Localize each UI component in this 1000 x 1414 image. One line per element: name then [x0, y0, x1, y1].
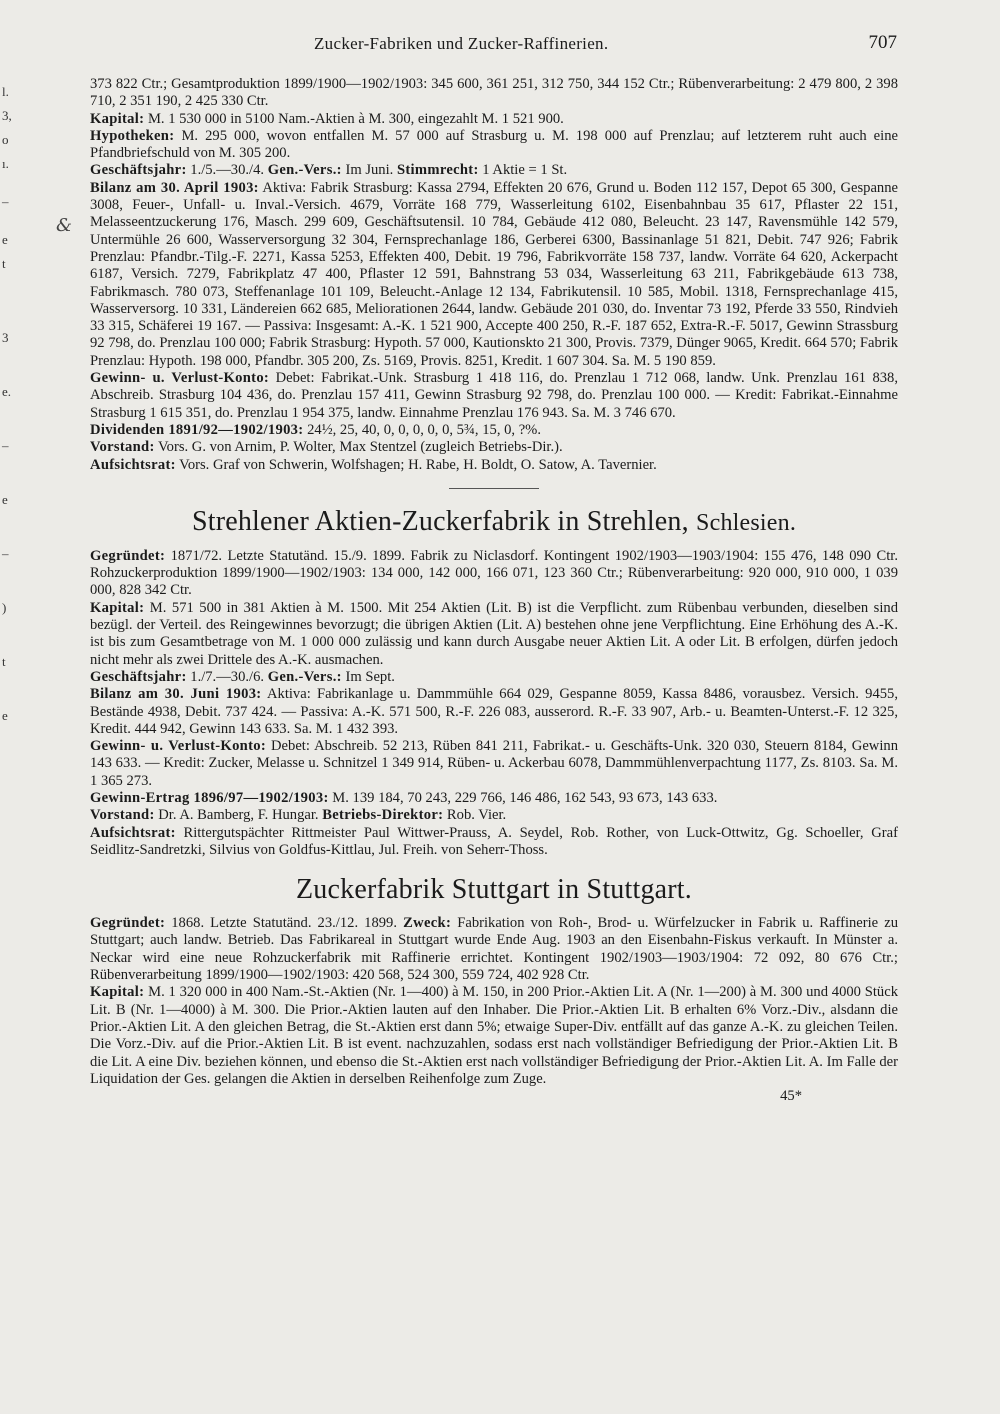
field-text: M. 1 530 000 in 5100 Nam.-Aktien à M. 300, eingezahlt M. 1 521 900.: [147, 110, 564, 127]
prev-entry-dividenden: [90, 422, 898, 439]
field-text: 1./7.—30./6.: [190, 668, 265, 685]
field-label: Zweck:: [403, 915, 452, 932]
stuttgart-kapital: [90, 984, 898, 1088]
text-column: [90, 76, 898, 1105]
field-label: Gen.-Vers.:: [267, 668, 342, 685]
handwritten-margin-mark: &: [56, 215, 73, 236]
field-label: Aufsichtsrat:: [90, 456, 176, 473]
margin-fragment: ): [2, 600, 7, 615]
strehlen-guv: [90, 738, 898, 790]
margin-fragment: ı.: [2, 156, 9, 171]
field-text: Vors. Graf von Schwerin, Wolfshagen; H. Rabe, H. Boldt, O. Satow, A. Tavernier.: [179, 456, 657, 473]
field-text: Im Juni.: [345, 162, 394, 179]
field-text: Fabrikation von Roh-, Brod- u. Würfelzucker in Fabrik u. Raffinerie zu Stuttgart; auch landw. Betrieb. Das Fabrikareal in Stuttgart wurde Ende Aug. 1903 an den Eisenbahn-Fiskus verkauft. In Münster a. Neckar wird eine neue Rohzuckerfabrik mit Raffinerie errichtet. Kontingent 1902/1903—1903/1904: 72 092, 80 676 Ctr.; Rübenverarbeitung 1899/1900—1902/1903: 420 568, 524 300, 559 724, 402 928 Ctr.: [90, 915, 899, 984]
field-text: Debet: Abschreib. 52 213, Rüben 841 211, Fabrikat.- u. Geschäfts-Unk. 320 030, Steuern 8184, Gewinn 143 633. — Kredit: Zucker, Melasse u. Schnitzel 1 349 914, Rüben- u. Ackerbau 6078, Dammmühlenverpachtung 1177, Zs. 8103. Sa. M. 1 365 273.: [90, 738, 898, 789]
field-text: Im Sept.: [345, 668, 395, 685]
entry-title-strehlen: [90, 505, 898, 540]
page-number: 707: [868, 32, 897, 53]
field-label: Kapital:: [90, 110, 145, 127]
section-divider: [449, 488, 539, 489]
field-label: Geschäftsjahr:: [90, 162, 187, 179]
strehlen-kapital: [90, 600, 898, 669]
margin-fragment: t: [2, 256, 6, 271]
field-text: 1 Aktie = 1 St.: [482, 162, 568, 179]
field-label: Geschäftsjahr:: [90, 668, 187, 685]
prev-entry-guv: [90, 370, 898, 422]
strehlen-gegruendet: [90, 548, 898, 600]
entry-title-stuttgart: Zuckerfabrik Stuttgart in Stuttgart.: [295, 874, 692, 906]
field-text: Rittergutspächter Rittmeister Paul Wittwer-Prauss, A. Seydel, Rob. Rother, von Luck-Ottwitz, Gg. Schoeller, Graf Seidlitz-Sandretzki, Silvius von Goldfus-Kittlau, Jul. Freih. von Seherr-Thoss.: [90, 824, 898, 858]
field-text: M. 295 000, wovon entfallen M. 57 000 auf Strasburg u. M. 198 000 auf Prenzlau; auf letzterem ruht auch eine Pfandbriefschuld von M. 305 200.: [90, 127, 898, 162]
field-text: 1868. Letzte Statutänd. 23./12. 1899.: [171, 915, 398, 932]
field-label: Aufsichtsrat:: [90, 824, 176, 841]
field-text: Rob. Vier.: [446, 807, 507, 824]
prev-entry-hypotheken: [90, 128, 898, 163]
margin-fragment: –: [2, 194, 9, 209]
field-label: Kapital:: [90, 599, 145, 616]
field-text: Debet: Fabrikat.-Unk. Strasburg 1 418 116, do. Prenzlau 1 712 068, landw. Unk. Prenzlau 161 838, Abschreib. Strasburg 104 436, do. Prenzlau 157 411, Gewinn Strasburg 92 798, do. Prenzlau 100 000. — Kredit: Fabrikat.-Einnahme Strasburg 1 615 351, do. Prenzlau 1 954 375, landw. Einnahme Prenzlau 176 943. Sa. M. 3 746 670.: [90, 370, 898, 421]
field-label: Gewinn-Ertrag 1896/97—1902/1903:: [90, 789, 329, 806]
margin-fragment: e: [2, 708, 8, 723]
strehlen-vorstand: [90, 807, 898, 824]
entry-title-location: Schlesien.: [696, 509, 797, 536]
margin-fragment: l.: [2, 84, 9, 99]
field-text: 1871/72. Letzte Statutänd. 15./9. 1899. Fabrik zu Niclasdorf. Kontingent 1902/1903—1903/1904: 155 476, 148 090 Ctr. Rohzuckerproduktion 1899/1900—1902/1903: 134 000, 142 000, 166 071, 123 360 Ctr.; Rübenverarbeitung: 920 000, 910 000, 1 039 000, 828 342 Ctr.: [90, 547, 898, 599]
field-label: Dividenden 1891/92—1902/1903:: [90, 421, 304, 438]
field-text: Vors. G. von Arnim, P. Wolter, Max Stentzel (zugleich Betriebs-Dir.).: [158, 439, 563, 456]
field-label: Stimmrecht:: [396, 162, 479, 179]
margin-fragment: e: [2, 492, 8, 507]
strehlen-ertrag: [90, 790, 898, 807]
field-text: 24½, 25, 40, 0, 0, 0, 0, 0, 5¾, 15, 0, ?%.: [307, 421, 541, 438]
margin-fragment: –: [2, 546, 9, 561]
field-label: Betriebs-Direktor:: [322, 807, 444, 824]
left-margin-fragments: [2, 80, 16, 728]
field-label: Gegründet:: [90, 915, 166, 932]
field-label: Bilanz am 30. Juni 1903:: [90, 686, 262, 703]
field-label: Bilanz am 30. April 1903:: [90, 179, 259, 196]
field-label: Gewinn- u. Verlust-Konto:: [90, 370, 270, 387]
field-text: Aktiva: Fabrikanlage u. Dammmühle 664 029, Gespanne 8059, Kassa 8486, vorausbez. Versich. 9455, Bestände 4938, Debit. 737 424. — Passiva: A.-K. 571 500, R.-F. 226 083, ausserord. R.-F. 33 907, Arb.- u. Beamten-Unterst.-F. 12 325, Kredit. 444 942, Gewinn 143 633. Sa. M. 1 432 393.: [90, 686, 899, 737]
field-label: Gen.-Vers.:: [267, 162, 342, 179]
running-title: Zucker-Fabriken und Zucker-Raffinerien.: [314, 34, 609, 53]
strehlen-bilanz: [90, 686, 898, 738]
field-label: Kapital:: [90, 984, 145, 1001]
margin-fragment: 3: [2, 330, 9, 345]
stuttgart-gegruendet: [90, 915, 898, 984]
margin-fragment: o: [2, 132, 9, 147]
margin-fragment: e: [2, 232, 8, 247]
field-label: Vorstand:: [90, 439, 155, 456]
field-text: M. 139 184, 70 243, 229 766, 146 486, 162 543, 93 673, 143 633.: [332, 789, 718, 806]
field-text: Dr. A. Bamberg, F. Hungar.: [158, 807, 319, 824]
field-label: Gegründet:: [90, 547, 166, 564]
page-header: [90, 34, 905, 58]
entry-title-text: Strehlener Aktien-Zuckerfabrik in Strehlen,: [191, 505, 689, 537]
field-label: Hypotheken:: [90, 127, 175, 144]
prev-entry-aufsichtsrat: [90, 457, 898, 474]
field-label: Vorstand:: [90, 807, 155, 824]
margin-fragment: t: [2, 654, 6, 669]
signature-mark: 45*: [780, 1088, 802, 1105]
field-text: 1./5.—30./4.: [190, 162, 265, 179]
margin-fragment: 3,: [2, 108, 12, 123]
strehlen-geschaeftsjahr: [90, 669, 898, 686]
prev-entry-kapital: [90, 111, 898, 128]
field-text: Aktiva: Fabrik Strasburg: Kassa 2794, Effekten 20 676, Grund u. Boden 112 157, Depot 65 300, Gespanne 3008, Feuer-, Unfall- u. Inval.-Versich. 4679, Vorräte 168 779, Wasserleitung 6102, Eisenbahnbau 35 617, Pflaster 22 151, Melasseentzuckerung 176, Masch. 299 609, Geschäftsutensil. 10 784, Gebäude 412 080, Beleucht. 23 147, Ravensmühle 142 579, Untermühle 26 600, Wasserversorgung 32 304, Fernsprechanlage 186, Gerberei 6300, Bassinanlage 51 821, Debit. 747 926; Fabrik Prenzlau: Pfandbr.-Tilg.-F. 2271, Kassa 5253, Effekten 400, Debit. 19 796, Fabrikvorräte 158 737, landw. Vorräte 64 620, Ackerpacht 6187, Versich. 7279, Fabrikplatz 47 400, Pflaster 12 591, Bahnstrang 53 034, Wasserleitung 63 211, Fabrikgebäude 613 738, Fabrikmasch. 780 073, Steffenanlage 101 109, Beleucht.-Anlage 12 134, Fabrikutensil. 10 585, Mobil. 1318, Fernsprechanlage 415, Wasserversorg. 10 331, Ländereien 662 685, Meliorationen 2644, landw. Gebäude 201 030, do. Inventar 73 192, Pferde 33 550, Rindvieh 33 315, Schäferei 19 167. — Passiva: Insgesamt: A.-K. 1 521 900, Accepte 400 250, R.-F. 187 652, Extra-R.-F. 5017, Gewinn Strassburg 92 798, do. Prenzlau 100 000; Fabrik Strasburg: Hypoth. 57 000, Kautionskto 21 300, Provis. 7379, Dünger 9065, Kredit. 664 570; Fabrik Prenzlau: Hypoth. 198 000, Pfandbr. 305 200, Zs. 5169, Provis. 8251, Kredit. 1 607 304. Sa. M. 5 190 859.: [90, 179, 899, 369]
prev-entry-geschaeftsjahr: [90, 162, 898, 179]
prev-entry-intro: 373 822 Ctr.; Gesamtproduktion 1899/1900—1902/1903: 345 600, 361 251, 312 750, 344 152 Ctr.; Rübenverarbeitung: 2 479 800, 2 398 710, 2 351 190, 2 425 330 Ctr.: [90, 76, 898, 110]
prev-entry-bilanz: [90, 180, 898, 370]
margin-fragment: e.: [2, 384, 12, 399]
field-text: M. 1 320 000 in 400 Nam.-St.-Aktien (Nr. 1—400) à M. 150, in 200 Prior.-Aktien Lit. A (Nr. 1—200) à M. 300 und 4000 Stück Lit. B (Nr. 1—4000) à M. 300. Die Prior.-Aktien lauten auf den Inhaber. Die Prior.-Aktien Lit. B erhalten 6% Vorz.-Div., alsdann die Prior.-Aktien Lit. A den gleichen Betrag, die St.-Aktien erst dann 5%; etwaige Super-Div. entfällt auf das ganze A.-K. zu gleichen Teilen. Die Vorz.-Div. auf die Prior.-Aktien Lit. B ist event. nachzuzahlen, sodass erst nach vollständiger Befriedigung der Prior.-Aktien Lit. B die Lit. A eine Div. beziehen können, und ebenso die St.-Aktien erst nach vollständiger Befriedigung der Prior.-Aktien Lit. A. Im Falle der Liquidation der Ges. gelangen die Aktien in derselben Reihenfolge zum Zuge.: [90, 984, 898, 1087]
field-text: M. 571 500 in 381 Aktien à M. 1500. Mit 254 Aktien (Lit. B) ist die Verpflicht. zum Rübenbau verbunden, dieselben sind bezügl. der Verteil. des Reingewinnes bevorzugt; die übrigen Aktien (Lit. A) bestehen ohne jene Verpflichtung. Eine Erhöhung des A.-K. ist bis zum Gesamtbetrage von M. 1 000 000 zulässig und kann durch Ausgabe neuer Aktien Lit. A oder Lit. B erfolgen, dürfen jedoch nicht mehr als zwei Drittele des A.-K. ausmachen.: [90, 599, 898, 668]
margin-fragment: –: [2, 438, 9, 453]
field-label: Gewinn- u. Verlust-Konto:: [90, 738, 266, 755]
prev-entry-vorstand: [90, 439, 898, 456]
strehlen-aufsichtsrat: [90, 825, 898, 860]
